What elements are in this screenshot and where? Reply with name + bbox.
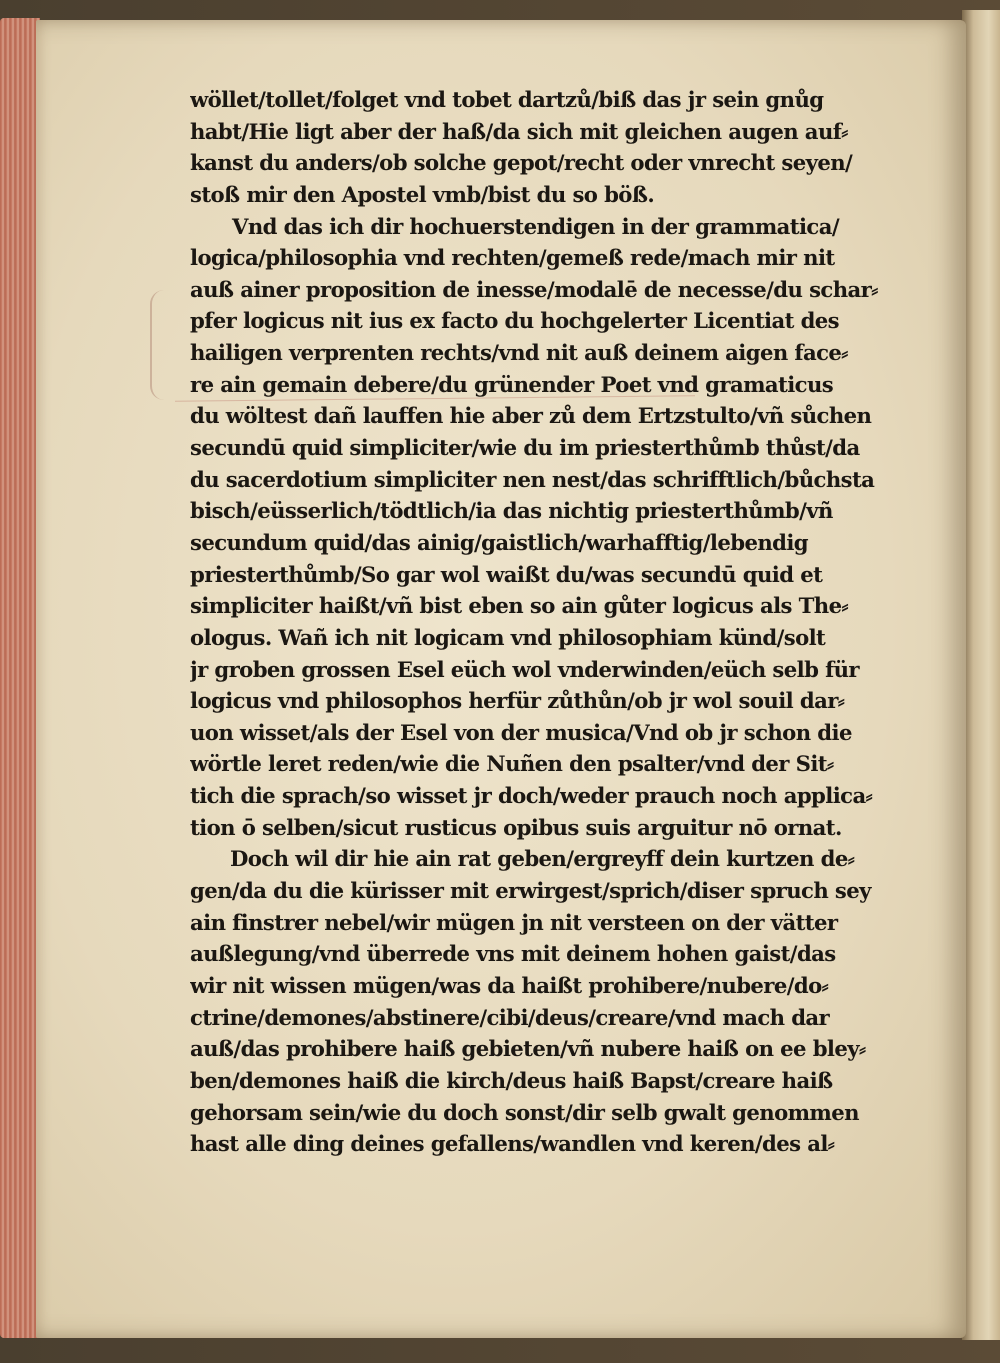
text-line: tion ō selben/sicut rusticus opibus suis arguitur nō ornat. (190, 814, 842, 840)
text-line: jr groben grossen Esel eüch wol vnderwinden/eüch selb für (190, 656, 859, 682)
text-line: wöllet/tollet/folget vnd tobet dartzů/biß das jr sein gnůg (190, 87, 824, 112)
text-line: auß ainer proposition de inesse/modalē de necesse/du schar⸗ (190, 276, 878, 302)
text-line: gen/da du die kürisser mit erwirgest/sprich/diser spruch sey (190, 878, 871, 904)
text-line: gehorsam sein/wie du doch sonst/dir selb gwalt genommen (190, 1099, 859, 1125)
text-line: Vnd das ich dir hochuerstendigen in der grammatica/ (232, 213, 839, 239)
page-edges (0, 18, 40, 1338)
text-line: auß/das prohibere haiß gebieten/vñ nubere haiß on ee bley⸗ (190, 1036, 866, 1062)
text-line: re ain gemain debere/du grünender Poet vnd gramaticus (190, 371, 834, 397)
text-line: du sacerdotium simpliciter nen nest/das schrifftlich/bůchsta (190, 466, 875, 492)
text-line: Doch wil dir hie ain rat geben/ergreyff dein kurtzen de⸗ (230, 846, 855, 872)
text-line: stoß mir den Apostel vmb/bist du so böß. (190, 181, 655, 207)
text-line: hailigen verprenten rechts/vnd nit auß deinem aigen face⸗ (190, 340, 848, 366)
text-line: priesterthůmb/So gar wol waißt du/was secundū quid et (190, 561, 823, 587)
text-line: secundum quid/das ainig/gaistlich/warhafftig/lebendig (190, 529, 809, 555)
text-line: habt/Hie ligt aber der haß/da sich mit gleichen augen auf⸗ (190, 118, 848, 144)
text-line: ctrine/demones/abstinere/cibi/deus/creare/vnd mach dar (190, 1004, 830, 1030)
text-line: außlegung/vnd überrede vns mit deinem hohen gaist/das (190, 941, 836, 967)
text-line: pfer logicus nit ius ex facto du hochgelerter Licentiat des (190, 308, 840, 334)
text-line: uon wisset/als der Esel von der musica/Vnd ob jr schon die (190, 719, 852, 745)
text-line: ologus. Wañ ich nit logicam vnd philosophiam künd/solt (190, 624, 826, 650)
margin-bracket-mark (150, 290, 176, 400)
text-line: wörtle leret reden/wie die Nuñen den psalter/vnd der Sit⸗ (190, 751, 834, 777)
text-line: bisch/eüsserlich/tödtlich/ia das nichtig priesterthůmb/vñ (190, 498, 833, 524)
text-line: kanst du anders/ob solche gepot/recht oder vnrecht seyen/ (190, 150, 853, 176)
text-line: ben/demones haiß die kirch/deus haiß Bapst/creare haiß (190, 1067, 833, 1093)
text-line: ain finstrer nebel/wir mügen jn nit versteen on der vätter (190, 909, 838, 935)
text-line: tich die sprach/so wisset jr doch/weder prauch noch applica⸗ (190, 783, 873, 809)
text-line: logicus vnd philosophos herfür zůthůn/ob jr wol souil dar⸗ (190, 688, 845, 714)
text-line: hast alle ding deines gefallens/wandlen vnd keren/des al⸗ (190, 1131, 835, 1157)
text-line: du wöltest dañ lauffen hie aber zů dem Ertzstulto/vñ sůchen (190, 403, 872, 429)
facing-page-edge (962, 10, 1000, 1340)
text-line: wir nit wissen mügen/was da haißt prohibere/nubere/do⸗ (190, 972, 829, 998)
text-line: simpliciter haißt/vñ bist eben so ain gůter logicus als The⸗ (190, 593, 848, 619)
text-line: secundū quid simpliciter/wie du im priesterthůmb thůst/da (190, 435, 860, 461)
text-line: logica/philosophia vnd rechten/gemeß rede/mach mir nit (190, 245, 835, 271)
body-text (190, 84, 930, 1160)
